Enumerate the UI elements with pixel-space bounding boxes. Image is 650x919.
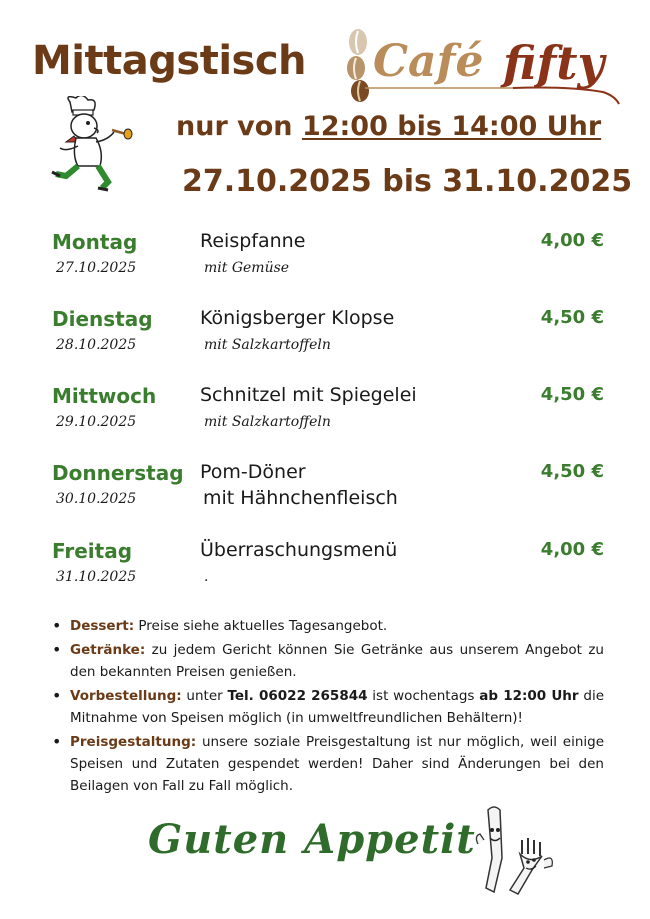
menu-date: 31.10.2025 [56, 569, 137, 585]
menu-price: 4,50 € [540, 307, 604, 328]
note-text: ist wochentags [367, 688, 480, 704]
menu-day: Dienstag [52, 307, 153, 331]
opening-hours-prefix: nur von [176, 111, 302, 142]
notes-list [52, 615, 604, 799]
menu-side: mit Gemüse [204, 260, 290, 276]
menu-row-tuesday [0, 307, 650, 377]
logo-fifty-text: fifty [503, 36, 605, 90]
note-drinks [52, 639, 604, 683]
menu-price: 4,50 € [540, 461, 604, 482]
menu-day: Freitag [52, 539, 133, 563]
logo-cafe-text: Café [373, 36, 484, 87]
note-text: unter [181, 688, 228, 704]
menu-side: . [204, 569, 209, 585]
menu-row-wednesday [0, 384, 650, 454]
menu-date: 27.10.2025 [56, 260, 137, 276]
preorder-time: ab 12:00 Uhr [479, 688, 579, 704]
note-dessert [52, 615, 604, 637]
menu-dish: Schnitzel mit Spiegelei [200, 384, 417, 406]
opening-hours [176, 111, 601, 142]
menu-date: 28.10.2025 [56, 337, 137, 353]
menu-dish: Pom-Döner [200, 461, 306, 483]
menu-day: Montag [52, 230, 138, 254]
note-label: Getränke: [70, 642, 146, 658]
cafe-logo [333, 22, 623, 110]
menu-day: Donnerstag [52, 461, 184, 485]
menu-side: mit Hähnchenfleisch [203, 487, 398, 509]
menu-day: Mittwoch [52, 384, 157, 408]
menu-dish: Reispfanne [200, 230, 306, 252]
menu-dish: Königsberger Klopse [200, 307, 395, 329]
menu-price: 4,00 € [540, 539, 604, 560]
note-text: die Mitnahme von Speisen möglich (in umweltfreundlichen Behältern)! [70, 688, 604, 726]
page-title: Mittagstisch [32, 38, 307, 84]
menu-row-monday [0, 230, 650, 300]
opening-hours-range: 12:00 bis 14:00 Uhr [301, 111, 602, 142]
logo-swoosh [363, 82, 623, 106]
menu-row-thursday [0, 461, 650, 531]
menu-dish: Überraschungsmenü [200, 539, 398, 561]
note-label: Dessert: [70, 618, 135, 634]
note-pricing [52, 731, 604, 797]
note-label: Preisgestaltung: [70, 734, 197, 750]
note-preorder [52, 685, 604, 729]
menu-price: 4,50 € [540, 384, 604, 405]
note-text: zu jedem Gericht können Sie Getränke aus unserem Angebot zu den bekannten Preisen genießen. [70, 642, 604, 680]
menu-side: mit Salzkartoffeln [204, 414, 331, 430]
menu-date: 30.10.2025 [56, 491, 137, 507]
phone-number: Tel. 06022 265844 [227, 688, 368, 704]
week-date-range: 27.10.2025 bis 31.10.2025 [182, 164, 633, 199]
running-chef-illustration [42, 96, 152, 196]
menu-date: 29.10.2025 [56, 414, 137, 430]
menu-price: 4,00 € [540, 230, 604, 251]
menu-row-friday [0, 539, 650, 609]
menu-side: mit Salzkartoffeln [204, 337, 331, 353]
footer-greeting: Guten Appetit [148, 816, 476, 863]
note-text: Preise siehe aktuelles Tagesangebot. [134, 618, 388, 634]
note-label: Vorbestellung: [70, 688, 182, 704]
note-text: unsere soziale Preisgestaltung ist nur möglich, weil einige Speisen und Zutaten gespendet werden! Daher sind Änderungen bei den Beilagen von Fall zu Fall möglich. [70, 734, 604, 794]
cutlery-thumbs-up-illustration [470, 800, 560, 900]
